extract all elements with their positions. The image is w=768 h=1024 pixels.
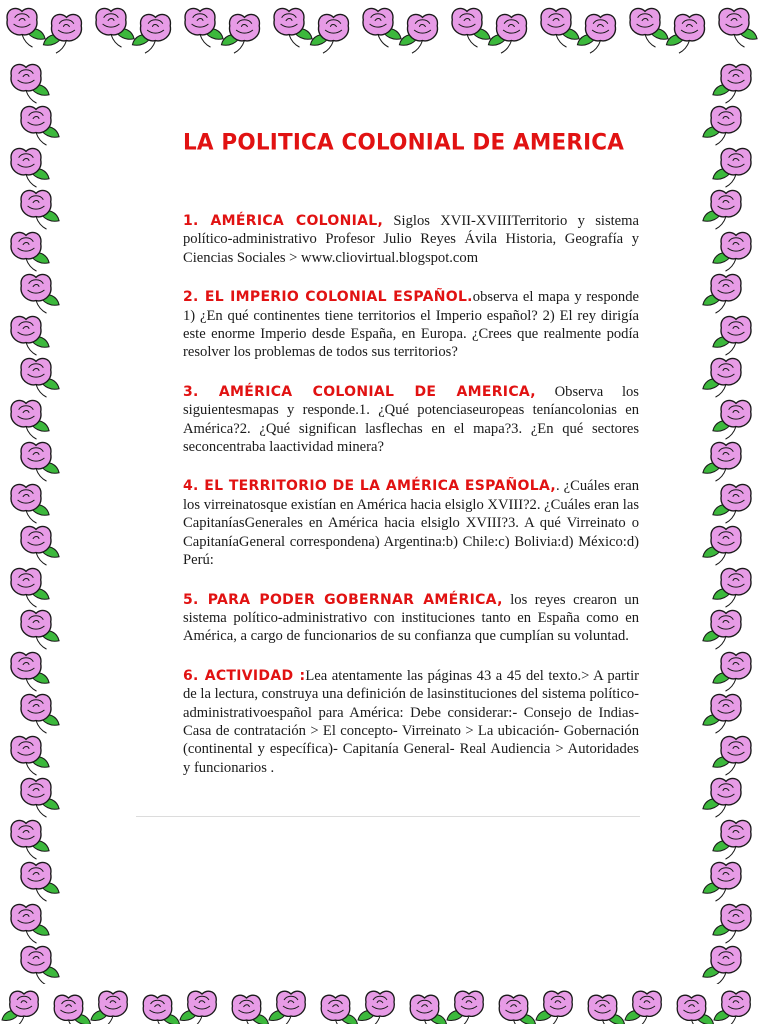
rose-flower-icon [11, 652, 49, 691]
rose-flower-icon [703, 694, 741, 733]
rose-flower-icon [21, 946, 59, 984]
section-heading: 2. EL IMPERIO COLONIAL ESPAÑOL. [183, 289, 473, 306]
rose-flower-icon [185, 8, 223, 47]
rose-flower-icon [43, 14, 81, 53]
section-territorio [183, 477, 639, 569]
rose-flower-icon [91, 991, 127, 1024]
rose-flower-icon [452, 8, 490, 47]
rose-flower-icon [232, 995, 268, 1024]
section-body: Lea atentamente las páginas 43 a 45 del texto.> A partir de la lectura, construya una definición de lasinstituciones del sistema político-administrativoespañol para América: Debe considerar:- Consejo de Indias- Casa de contratación > El concepto- Virreinato > La ubicación- Gobernación (continental y específica)- Capitanía General- Real Audiencia > Autoridades y funcionarios . [183, 667, 639, 776]
rose-flower-icon [11, 904, 49, 943]
section-imperio-colonial [183, 288, 639, 362]
section-america-colonial-de-america [183, 383, 639, 457]
rose-flower-icon [703, 610, 741, 649]
section-body: Observa los siguientesmapas y responde.1. ¿Qué potenciaseuropeas teníancolonias en América?2. ¿Qué significan lasflechas en el mapa?3. ¿En qué sectores seconcentraba laactividad minera? [183, 383, 639, 456]
rose-flower-icon [21, 442, 59, 481]
section-body: los reyes crearon un sistema político-administrativo con instituciones tanto en España como en América, a cargo de funcionarios de su confianza que cumplían su voluntad. [183, 591, 639, 645]
section-heading: 3. AMÉRICA COLONIAL DE AMERICA, [183, 383, 536, 400]
rose-flower-icon [11, 232, 49, 271]
rose-flower-icon [21, 778, 59, 817]
rose-flower-icon [132, 14, 170, 53]
section-body: Siglos XVII-XVIIITerritorio y sistema político-administrativo Profesor Julio Reyes Ávila Historia, Geografía y Ciencias Sociales > www.cliovirtual.blogspot.com [183, 213, 639, 266]
rose-flower-icon [21, 190, 59, 229]
rose-flower-icon [703, 358, 741, 397]
rose-flower-icon [410, 995, 446, 1024]
rose-flower-icon [588, 995, 624, 1024]
rose-flower-icon [713, 484, 751, 523]
section-actividad [183, 667, 639, 777]
rose-flower-icon [499, 995, 535, 1024]
rose-flower-icon [713, 568, 751, 607]
rose-flower-icon [713, 232, 751, 271]
rose-flower-icon [21, 358, 59, 397]
rose-flower-icon [363, 8, 401, 47]
section-body: . ¿Cuáles eran los virreinatosque existían en América hacia elsiglo XVIII?2. ¿Cuáles eran las CapitaníasGenerales en América hacia elsiglo XVIII?3. A qué Virreinato o CapitaníaGeneral correspondena) Argentina:b) Chile:c) Bolivia:d) México:d) Perú: [183, 478, 639, 569]
section-gobernar-america [183, 591, 639, 646]
rose-flower-icon [714, 991, 750, 1024]
rose-flower-icon [625, 991, 661, 1024]
rose-flower-icon [310, 14, 348, 53]
floral-border-top [0, 0, 768, 66]
section-heading: 4. EL TERRITORIO DE LA AMÉRICA ESPAÑOLA, [183, 478, 556, 495]
rose-flower-icon [713, 400, 751, 439]
rose-flower-icon [11, 400, 49, 439]
rose-flower-icon [541, 8, 579, 47]
rose-flower-icon [143, 995, 179, 1024]
rose-flower-icon [703, 862, 741, 901]
rose-flower-icon [11, 484, 49, 523]
rose-flower-icon [96, 8, 134, 47]
rose-flower-icon [677, 995, 713, 1024]
rose-flower-icon [713, 316, 751, 355]
section-america-colonial [183, 212, 639, 267]
rose-flower-icon [11, 736, 49, 775]
rose-flower-icon [447, 991, 483, 1024]
page-title: LA POLITICA COLONIAL DE AMERICA [183, 129, 625, 156]
rose-flower-icon [11, 148, 49, 187]
rose-flower-icon [630, 8, 668, 47]
rose-flower-icon [21, 274, 59, 313]
section-heading: 5. PARA PODER GOBERNAR AMÉRICA, [183, 591, 503, 608]
section-heading: 1. AMÉRICA COLONIAL, [183, 213, 384, 229]
rose-flower-icon [666, 14, 704, 53]
rose-flower-icon [703, 274, 741, 313]
rose-flower-icon [713, 904, 751, 943]
rose-flower-icon [11, 820, 49, 859]
rose-flower-icon [358, 991, 394, 1024]
rose-flower-icon [719, 8, 757, 47]
rose-flower-icon [21, 862, 59, 901]
rose-flower-icon [2, 991, 38, 1024]
rose-flower-icon [703, 442, 741, 481]
rose-flower-icon [54, 995, 90, 1024]
rose-flower-icon [11, 316, 49, 355]
rose-flower-icon [274, 8, 312, 47]
rose-flower-icon [703, 778, 741, 817]
rose-flower-icon [21, 106, 59, 145]
rose-flower-icon [11, 568, 49, 607]
rose-flower-icon [536, 991, 572, 1024]
document-content [183, 122, 639, 798]
section-heading: 6. ACTIVIDAD : [183, 667, 306, 684]
floral-border-bottom [0, 982, 768, 1024]
page-divider [136, 816, 640, 817]
rose-flower-icon [321, 995, 357, 1024]
rose-flower-icon [11, 64, 49, 103]
rose-flower-icon [180, 991, 216, 1024]
rose-flower-icon [703, 106, 741, 145]
rose-flower-icon [488, 14, 526, 53]
rose-flower-icon [713, 64, 751, 103]
rose-flower-icon [7, 8, 45, 47]
rose-flower-icon [703, 190, 741, 229]
rose-flower-icon [713, 652, 751, 691]
rose-flower-icon [713, 148, 751, 187]
rose-flower-icon [703, 526, 741, 565]
rose-flower-icon [703, 946, 741, 984]
floral-border-right [692, 60, 768, 984]
rose-flower-icon [713, 820, 751, 859]
rose-flower-icon [21, 694, 59, 733]
rose-flower-icon [221, 14, 259, 53]
floral-border-left [0, 60, 76, 984]
rose-flower-icon [21, 526, 59, 565]
rose-flower-icon [399, 14, 437, 53]
rose-flower-icon [269, 991, 305, 1024]
rose-flower-icon [713, 736, 751, 775]
rose-flower-icon [21, 610, 59, 649]
rose-flower-icon [577, 14, 615, 53]
section-body: observa el mapa y responde 1) ¿En qué continentes tiene territorios el Imperio español? 2) El rey dirigía este enorme Imperio desde España, en Europa. ¿Crees que realmente podía resolver los problemas de todos sus territorios? [183, 289, 639, 361]
